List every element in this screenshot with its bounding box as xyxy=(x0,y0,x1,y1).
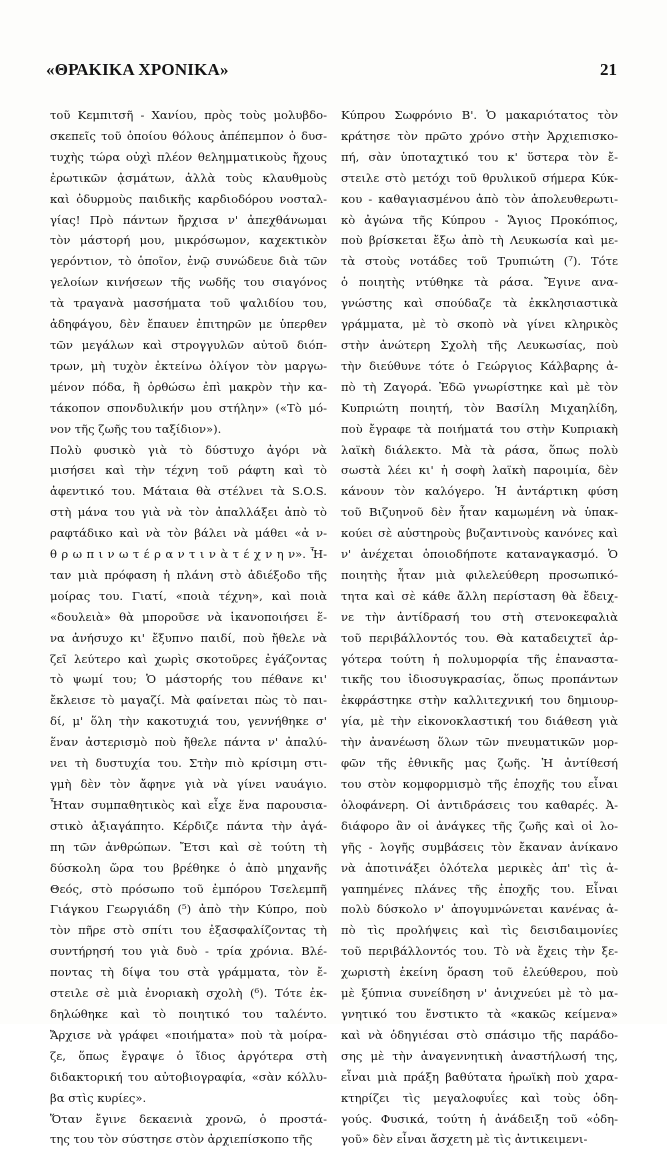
text-line: δύσκολη ὥρα του βρέθηκε ὁ ἀπὸ μηχανῆς xyxy=(50,860,327,875)
text-line: «δουλειὰ» θὰ μποροῦσε νὰ ἱκανοποιήσει ἕ- xyxy=(50,609,327,624)
text-line: γνώστης καὶ σπούδαζε τὰ ἐκκλησιαστικὰ xyxy=(341,296,618,311)
text-line: ζε, ὅπως ἔγραψε ὁ ἴδιος ἀργότερα στὴ xyxy=(50,1048,327,1063)
text-line: διάφορο ἂν οἱ ἀνάγκες τῆς ζωῆς καὶ οἱ λο- xyxy=(341,818,618,833)
text-line: νει τὴ δυστυχία του. Στὴν πιὸ κρίσιμη στι- xyxy=(50,756,327,771)
text-line: ραφτάδικο καὶ νὰ τὸν βάλει νὰ μάθει «ἀ ν- xyxy=(50,526,327,541)
text-line: στὴν ἀνώτερη Σχολὴ τῆς Λευκωσίας, ποὺ xyxy=(341,337,618,352)
text-line: ἐρωτικῶν ᾀσμάτων, ἀλλὰ τοὺς κλαυθμοὺς xyxy=(50,170,327,185)
text-line: τικῆς του ἰδιοσυγκρασίας, ὅπως προπάντων xyxy=(341,672,618,687)
text-line: κράτησε τὸν πρῶτο χρόνο στὴν Ἀρχιεπισκο- xyxy=(341,128,618,143)
text-line: εἶναι μιὰ πράξη βαθύτατα ἡρωϊκὴ ποὺ χαρα- xyxy=(341,1069,618,1084)
text-line: δηλώθηκε καὶ τὸ ποιητικό του ταλέντο. xyxy=(50,1006,327,1021)
text-line: γνητικό του ἔνστικτο τὰ «κακῶς κείμενα» xyxy=(341,1006,618,1021)
text-line: πὸ τὴ Ζαγορά. Ἐδῶ γνωρίστηκε καὶ μὲ τὸν xyxy=(341,379,618,394)
text-line: νε τὴν ἀντίδρασή του στὴ στενοκεφαλιὰ xyxy=(341,609,618,624)
text-line: σωστὰ λέει κι' ἡ σοφὴ λαϊκὴ παροιμία, δὲν xyxy=(341,463,618,478)
text-line: βα στὶς κυρίες». xyxy=(50,1090,147,1105)
text-line: ταν μιὰ πρόφαση ἡ πλάνη στὸ ἀδιέξοδο τῆς xyxy=(50,567,327,582)
text-line: στικὸ ἀξιαγάπητο. Κέρδιζε πάντα τὴν ἀγά- xyxy=(50,818,327,833)
text-line: τυχὴς τώρα οὐχὶ πλέον θελημματικοὺς ἤχους xyxy=(50,149,327,164)
text-line: μοίρας του. Γιατί, «ποιὰ τέχνη», καὶ ποιὰ xyxy=(50,588,327,603)
text-column-left xyxy=(50,105,327,1150)
text-line: τάκοπον σπονδυλικήν μου στήλην» («Τὸ μό- xyxy=(50,400,327,415)
page-number: 21 xyxy=(600,60,617,79)
text-line: κούει σὲ αὐστηροὺς βυζαντινοὺς κανόνες καὶ xyxy=(341,526,618,541)
text-line: Γιάγκου Γεωργιάδη (⁵) ἀπὸ τὴν Κύπρο, ποὺ xyxy=(50,902,327,917)
text-line: γράμματα, μὲ τὸ σκοπὸ νὰ γίνει κληρικὸς xyxy=(341,317,618,332)
text-line: θ ρ ω π ι ν ω τ έ ρ α ν τ ι ν ὰ τ έ χ ν η ν». Ἦ- xyxy=(50,547,327,562)
text-line: νον τῆς ζωῆς του ταξίδιον»). xyxy=(50,421,222,436)
text-line: φῶν τῆς ἐθνικῆς μας ζωῆς. Ἡ ἀντίθεσή xyxy=(341,756,618,771)
text-line: ἐκφράστηκε στὴν καλλιτεχνική του δημιουρ- xyxy=(341,693,618,708)
text-line: κάνουν τὸν καλόγερο. Ἡ ἀντάρτικη φύση xyxy=(341,484,618,499)
text-line: τῶν μεγάλων καὶ στρογγυλῶν αὐτοῦ διόπ- xyxy=(50,337,327,352)
text-line: τὴν ἀνανέωση ὅλων τῶν πνευματικῶν μορ- xyxy=(341,735,618,750)
text-line: να ἀνήσυχο κι' ἔξυπνο παιδί, ποὺ ἤθελε νὰ xyxy=(50,630,327,645)
text-line: ὁλοφάνερη. Οἱ ἀντιδράσεις του καθαρές. Ἀ- xyxy=(341,797,618,812)
text-line: ποιητὴς ἦταν μιὰ φιλελεύθερη προσωπικό- xyxy=(341,567,618,582)
text-line: πολὺ δύσκολο ν' ἀπογυμνώνεται κανένας ἀ- xyxy=(341,902,618,917)
text-line: γοῦ» δὲν εἶναι ἄσχετη μὲ τὶς ἀντικειμενι- xyxy=(341,1132,588,1147)
text-line: κὸ ἀγώνα τῆς Κύπρου - Ἅγιος Προκόπιος, xyxy=(341,212,618,227)
text-line: τὸ ψωμί του; Ὁ μάστορής του πέθανε κι' xyxy=(50,672,327,687)
text-line: ἀδηφάγου, δὲν ἔπαυεν ἐπιτηρῶν με ὑπερθεν xyxy=(50,317,327,332)
text-line: γότερα τούτη ἡ πολυμορφία τῆς ἐπαναστα- xyxy=(341,651,618,666)
text-line: ὁ ποιητὴς ντύθηκε τὰ ράσα. Ἔγινε ανα- xyxy=(341,275,618,290)
text-line: πή, σὰν ὑποταχτικό του κ' ὕστερα τὸν ἔ- xyxy=(341,149,618,164)
text-column-right xyxy=(341,105,618,1150)
text-line: στειλε στὸ μετόχι τοῦ θρυλικοῦ σήμερα Κύκ- xyxy=(341,170,618,185)
text-line: μένον πόδα, ἢ ὀρθώσω ἐπὶ μακρὸν τὴν κα- xyxy=(50,379,327,394)
text-line: ζεῖ λεύτερο καὶ χωρὶς σκοτοῦρες ἐγάζοντας xyxy=(50,651,327,666)
text-line: μισήσει καὶ τὴν τέχνη τοῦ ράφτη καὶ τὸ xyxy=(50,463,327,478)
text-line: χωριστὴ ἐκείνη ὅραση τοῦ ἐλεύθερου, ποὺ xyxy=(341,965,618,980)
text-line: σκεπεῖς τοῦ ὁποίου θόλους ἀπέπεμπον ὁ δυσ- xyxy=(50,128,327,143)
text-line: συντήρησή του γιὰ δυὸ - τρία χρόνια. Βλέ- xyxy=(50,944,327,959)
text-line: τὸν πῆρε στὸ σπίτι του ἐξασφαλίζοντας τὴ xyxy=(50,923,327,938)
text-line: καὶ ὀδυρμοὺς παιδικῆς καρδιοδόρου νοσταλ- xyxy=(50,191,327,206)
text-line: τὰ στοὺς νοτάδες τοῦ Τρυπιώτη (⁷). Τότε xyxy=(341,254,618,269)
text-line: δί, μ' ὅλη τὴν κακοτυχιά του, γεννήθηκε σ' xyxy=(50,714,327,729)
text-line: τὴν διεύθυνε τότε ὁ Γεώργιος Κάλβαρης ἀ- xyxy=(341,358,618,373)
text-line: γία, μὲ τὴν εἰκονοκλαστική του διάθεση γιὰ xyxy=(341,714,618,729)
text-line: γίας! Πρὸ πάντων ἤρχισα ν' ἀπεχθάνωμαι xyxy=(50,212,327,227)
text-line: πὸ τὶς προλήψεις καὶ τὶς δεισιδαιμονίες xyxy=(341,923,618,938)
text-line: μὲ ξύπνια συνείδηση ν' ἀνιχνεύει μὲ τὸ μα- xyxy=(341,986,618,1001)
text-line: τοῦ περιβάλλοντός του. Θὰ καταδειχτεῖ ἀρ- xyxy=(341,630,618,645)
text-line: ν' ἀνέχεται ὁποιοδήποτε καταναγκασμό. Ὁ xyxy=(341,547,618,562)
text-line: λαϊκὴ διάλεκτο. Μὰ τὰ ράσα, ὅπως πολὺ xyxy=(341,442,618,457)
text-line: στειλε σὲ μιὰ ἐνοριακὴ σχολὴ (⁶). Τότε ἐκ- xyxy=(50,986,327,1001)
text-line: γαπημένες πλάνες τῆς ἐποχῆς του. Εἶναι xyxy=(341,881,618,896)
text-line: Θεός, στὸ πρόσωπο τοῦ ἐμπόρου Τσελεμπῆ xyxy=(50,881,327,896)
text-line: Ἄρχισε νὰ γράφει «ποιήματα» ποὺ τὰ μοίρα- xyxy=(50,1027,327,1042)
text-line: ἔκλεισε τὸ μαγαζί. Μὰ φαίνεται πὼς τὸ παι- xyxy=(50,693,327,708)
text-line: τὰ τραγανὰ μασσήματα τοῦ ψαλιδίου του, xyxy=(50,296,327,311)
text-line: τοῦ Βιζυηνοῦ δὲν ἦταν καμωμένη νὰ ὑπακ- xyxy=(341,505,618,520)
text-line: της του τὸν σύστησε στὸν ἀρχιεπίσκοπο τῆς xyxy=(50,1132,313,1147)
text-line: γούς. Φυσικά, τούτη ἡ ἀνάδειξη τοῦ «ὁδη- xyxy=(341,1111,618,1126)
text-line: γερόντιον, τὸ ὁποῖον, ἐνῷ συνώδευε διὰ τῶν xyxy=(50,254,327,269)
text-line: τὸν μάστορή μου, μικρόσωμον, καχεκτικὸν xyxy=(50,233,327,248)
text-line: κου - καθαγιασμένου ἀπὸ τὸν ἀπολευθερωτι- xyxy=(341,191,618,206)
text-line: κτηρίζει τὶς μεγαλοφυΐες καὶ τοὺς ὁδη- xyxy=(341,1090,618,1105)
text-line: καὶ νὰ ὁδηγιέσαι στὸ σπάσιμο τῆς παράδο- xyxy=(341,1027,618,1042)
text-line: γῆς - λογῆς συμβάσεις τὸν ἔκαναν ἀνίκανο xyxy=(341,839,618,854)
text-line: Κυπριώτη ποιητή, τὸν Βασίλη Μιχαηλίδη, xyxy=(341,400,618,415)
text-line: ἀφεντικό του. Μάταια θὰ στέλνει τὰ S.O.S. xyxy=(50,484,327,499)
text-line: ποὺ βρίσκεται ἔξω ἀπὸ τὴ Λευκωσία καὶ με- xyxy=(341,233,618,248)
text-line: στὴ μάνα του γιὰ νὰ τὸν ἀπαλλάξει ἀπὸ τὸ xyxy=(50,505,327,520)
running-header-title: «ΘΡΑΚΙΚΑ ΧΡΟΝΙΚΑ» xyxy=(46,60,229,79)
text-line: ἕναν ἀστερισμὸ ποὺ ἤθελε πάντα ν' ἀπαλύ- xyxy=(50,735,327,750)
text-line: γμὴ δὲν τὸν ἄφηνε γιὰ νὰ γίνει ναυάγιο. xyxy=(50,777,327,791)
text-line: σης μὲ τὴν ἀναγεννητικὴ ἀναστήλωσή της, xyxy=(341,1048,618,1063)
text-line: τρων, μὴ τυχὸν ἐκτείνω ὀλίγον τὸν μαργω- xyxy=(50,358,327,373)
text-line: γελοίων κινήσεων τῆς νωδῆς του σιαγόνος xyxy=(50,275,327,290)
text-line: τητα καὶ σὲ κάθε ἄλλη περίσταση θὰ ἔδειχ- xyxy=(341,588,618,603)
text-line: Ὅταν ἔγινε δεκαενιὰ χρονῶ, ὁ προστά- xyxy=(50,1111,327,1126)
text-line: Πολὺ φυσικὸ γιὰ τὸ δύστυχο ἀγόρι νὰ xyxy=(50,442,327,457)
text-line: πη τῶν ἀνθρώπων. Ἔτσι καὶ σὲ τούτη τὴ xyxy=(50,839,327,854)
text-line: τοῦ περιβάλλοντός του. Τὸ νὰ ἔχεις τὴν ξε- xyxy=(341,944,618,959)
text-line: του στὸν κομφορμισμὸ τῆς ἐποχῆς του εἶναι xyxy=(341,777,618,791)
text-line: Ἦταν συμπαθητικὸς καὶ εἶχε ἕνα παρουσια- xyxy=(50,797,327,812)
text-line: ποὺ ἔγραφε τὰ ποιήματά του στὴν Κυπριακὴ xyxy=(341,421,618,436)
text-line: τοῦ Κεμπιτσῆ - Χανίου, πρὸς τοὺς μολυβδο- xyxy=(50,108,327,122)
text-line: Κύπρου Σωφρόνιο Β'. Ὁ μακαριότατος τὸν xyxy=(341,108,618,122)
text-line: ποντας τὴ δίψα του στὰ γράμματα, τὸν ἔ- xyxy=(50,965,327,980)
text-line: διδακτορική του αὐτοβιογραφία, «σὰν κόλλυ- xyxy=(50,1069,327,1084)
text-line: νὰ ἀποτινάξει ὁλότελα μερικὲς ἀπ' τὶς ἀ- xyxy=(341,860,618,875)
